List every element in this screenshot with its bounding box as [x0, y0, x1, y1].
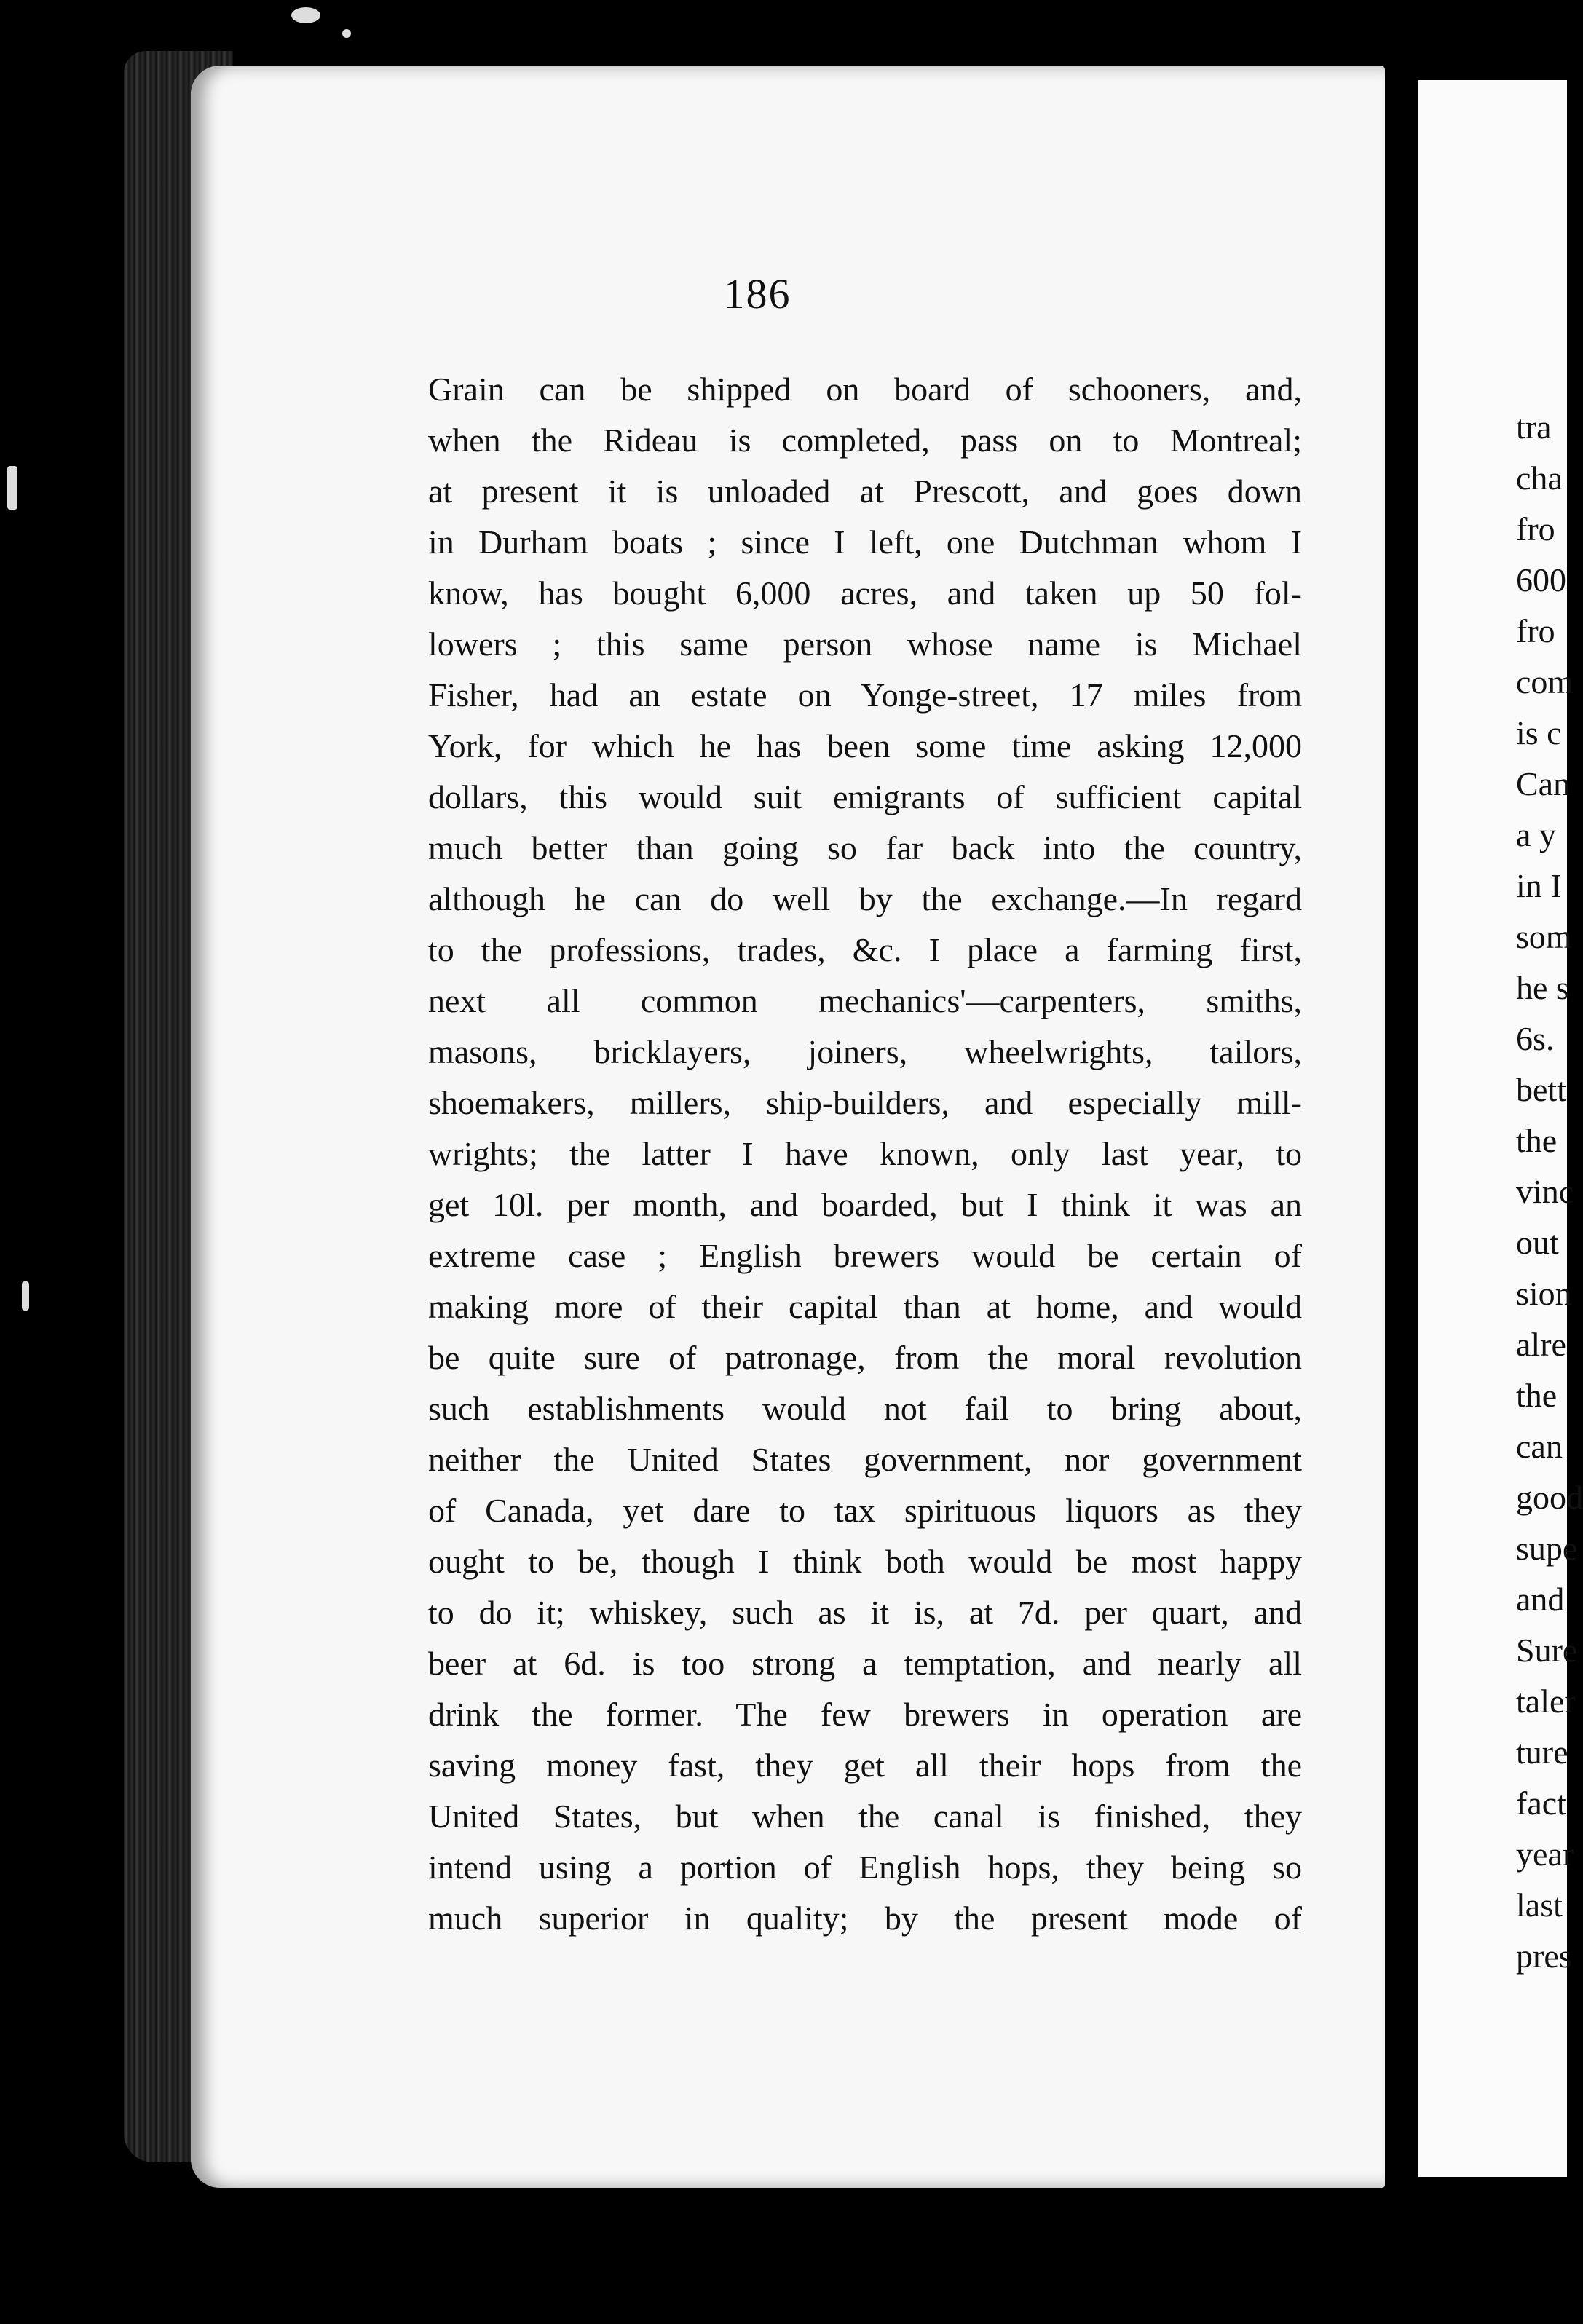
scan-speck [22, 1281, 29, 1311]
text-line: drink the former. The few brewers in operation are [428, 1696, 1302, 1733]
text-line: although he can do well by the exchange.—In regard [428, 880, 1302, 917]
facing-page-text-fragment [1516, 402, 1583, 1982]
text-line: United States, but when the canal is finished, they [428, 1798, 1302, 1835]
facing-text-line: last [1516, 1886, 1563, 1924]
text-line: much superior in quality; by the present mode of [428, 1900, 1302, 1937]
scan-speck [342, 29, 351, 38]
text-line: when the Rideau is completed, pass on to Montreal; [428, 422, 1302, 459]
facing-text-line: cha [1516, 459, 1563, 497]
page-number: 186 [723, 270, 792, 317]
facing-text-line: he s [1516, 969, 1569, 1006]
text-line: Fisher, had an estate on Yonge-street, 17 miles from [428, 676, 1302, 714]
facing-text-line: a y [1516, 816, 1556, 853]
facing-text-line: in I [1516, 867, 1562, 904]
facing-text-line: fro [1516, 510, 1555, 548]
facing-text-line: good [1516, 1479, 1583, 1516]
page-body-text [428, 364, 1302, 1944]
facing-text-line: bett [1516, 1071, 1566, 1108]
text-line: wrights; the latter I have known, only last year, to [428, 1135, 1302, 1172]
facing-text-line: year [1516, 1835, 1574, 1873]
text-line: ought to be, though I think both would be most happy [428, 1543, 1302, 1580]
text-line: much better than going so far back into the country, [428, 829, 1302, 866]
text-line: making more of their capital than at home, and would [428, 1288, 1302, 1325]
text-line: shoemakers, millers, ship-builders, and especially mill- [428, 1084, 1302, 1121]
facing-text-line: vinc [1516, 1173, 1574, 1210]
facing-text-line: taler [1516, 1683, 1576, 1720]
text-line: next all common mechanics'—carpenters, smiths, [428, 982, 1302, 1019]
scan-speck [291, 7, 320, 23]
facing-text-line: com [1516, 663, 1574, 700]
text-line: to do it; whiskey, such as it is, at 7d. per quart, and [428, 1594, 1302, 1631]
facing-text-line: and [1516, 1581, 1565, 1618]
facing-text-line: the [1516, 1122, 1558, 1159]
facing-text-line: 6s. [1516, 1020, 1555, 1057]
facing-text-line: pres [1516, 1937, 1572, 1975]
facing-text-line: som [1516, 918, 1572, 955]
text-line: neither the United States government, nor government [428, 1441, 1302, 1478]
text-line: know, has bought 6,000 acres, and taken up 50 fol- [428, 574, 1302, 612]
facing-text-line: fact [1516, 1784, 1566, 1822]
text-line: saving money fast, they get all their hops from the [428, 1747, 1302, 1784]
text-line: dollars, this would suit emigrants of sufficient capital [428, 778, 1302, 815]
text-line: extreme case ; English brewers would be certain of [428, 1237, 1302, 1274]
text-line: masons, bricklayers, joiners, wheelwrights, tailors, [428, 1033, 1302, 1070]
facing-text-line: alre [1516, 1326, 1566, 1363]
facing-text-line: out [1516, 1224, 1559, 1261]
page-gutter [1385, 58, 1418, 2242]
facing-text-line: is c [1516, 714, 1562, 751]
scan-speck [7, 466, 17, 510]
text-line: to the professions, trades, &c. I place a farming first, [428, 931, 1302, 968]
text-line: such establishments would not fail to bring about, [428, 1390, 1302, 1427]
facing-text-line: ture [1516, 1734, 1568, 1771]
text-line: lowers ; this same person whose name is Michael [428, 625, 1302, 663]
text-line: in Durham boats ; since I left, one Dutchman whom I [428, 523, 1302, 561]
facing-text-line: Sure [1516, 1632, 1578, 1669]
text-line: Grain can be shipped on board of schooners, and, [428, 371, 1302, 408]
facing-text-line: sion [1516, 1275, 1572, 1312]
facing-text-line: fro [1516, 612, 1555, 649]
facing-text-line: 600 [1516, 561, 1566, 598]
facing-text-line: can [1516, 1428, 1563, 1465]
text-line: at present it is unloaded at Prescott, and goes down [428, 473, 1302, 510]
text-line: get 10l. per month, and boarded, but I think it was an [428, 1186, 1302, 1223]
facing-text-line: Can [1516, 765, 1571, 802]
facing-text-line: supe [1516, 1530, 1578, 1567]
text-line: of Canada, yet dare to tax spirituous liquors as they [428, 1492, 1302, 1529]
text-line: intend using a portion of English hops, they being so [428, 1849, 1302, 1886]
text-line: be quite sure of patronage, from the moral revolution [428, 1339, 1302, 1376]
text-line: beer at 6d. is too strong a temptation, and nearly all [428, 1645, 1302, 1682]
text-line: York, for which he has been some time asking 12,000 [428, 727, 1302, 764]
facing-text-line: the [1516, 1377, 1558, 1414]
facing-text-line: tra [1516, 408, 1552, 446]
